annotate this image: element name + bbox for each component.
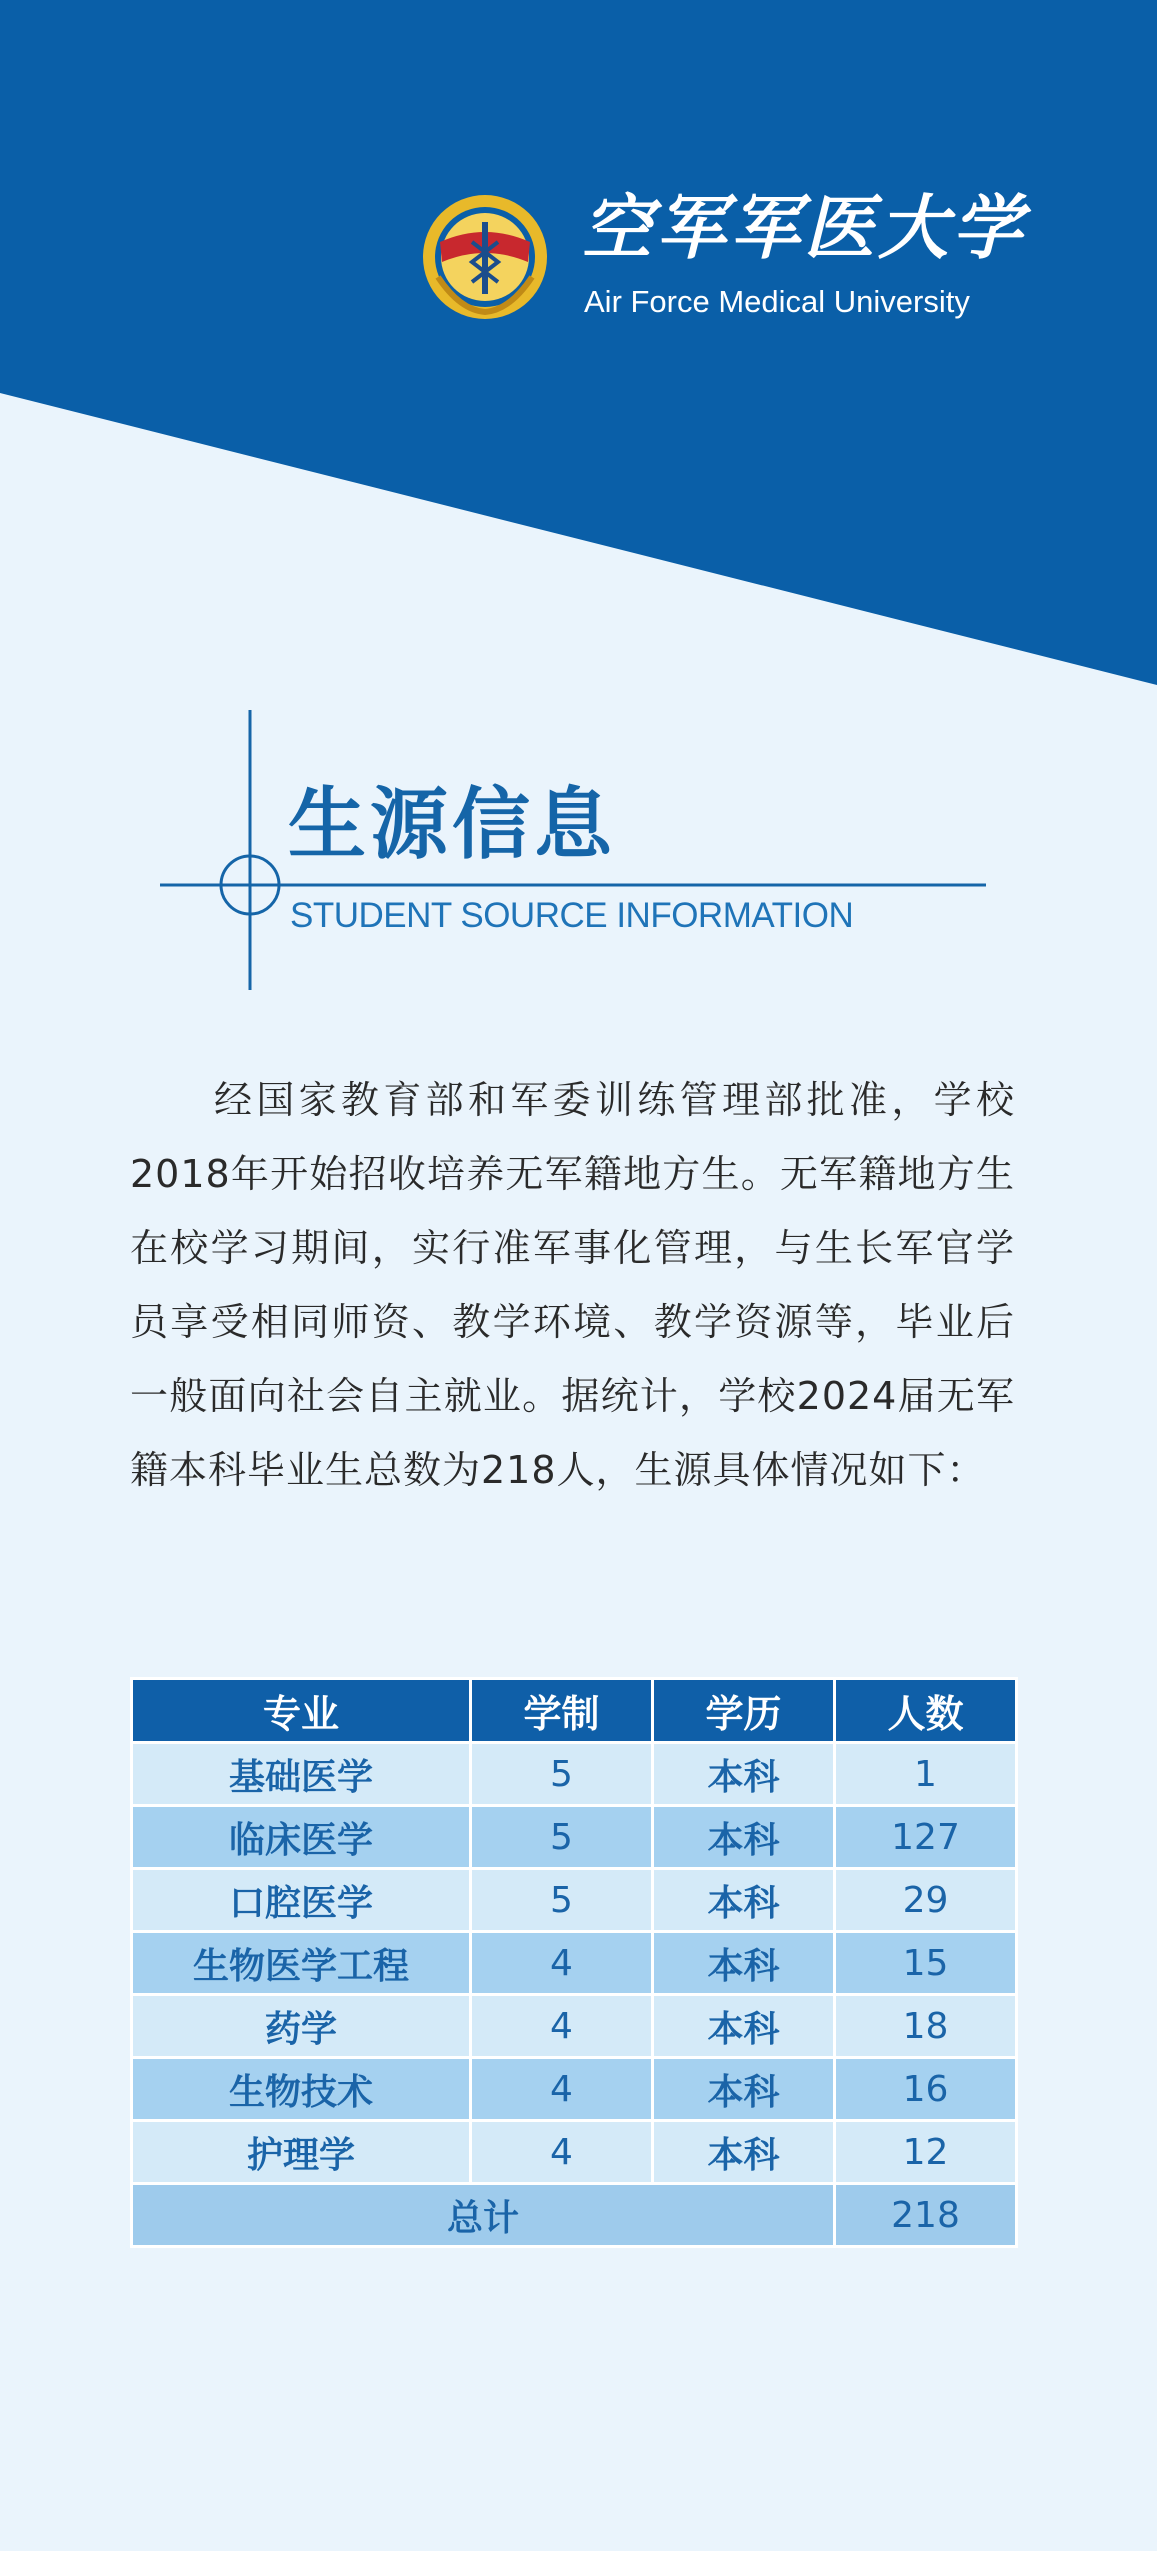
header-major: 专业 <box>132 1679 471 1743</box>
cell-degree: 本科 <box>653 1806 835 1869</box>
cell-count: 127 <box>835 1806 1017 1869</box>
table-row <box>132 1932 1017 1995</box>
total-count: 218 <box>835 2184 1017 2247</box>
cell-count: 15 <box>835 1932 1017 1995</box>
cell-degree: 本科 <box>653 2121 835 2184</box>
cell-years: 5 <box>471 1743 653 1806</box>
table-total-row <box>132 2184 1017 2247</box>
cell-years: 4 <box>471 2121 653 2184</box>
cell-major: 生物技术 <box>132 2058 471 2121</box>
cell-degree: 本科 <box>653 1869 835 1932</box>
header-count: 人数 <box>835 1679 1017 1743</box>
table-row <box>132 2058 1017 2121</box>
cell-years: 4 <box>471 2058 653 2121</box>
university-name-en: Air Force Medical University <box>584 284 970 319</box>
table-row <box>132 1869 1017 1932</box>
cell-years: 4 <box>471 1932 653 1995</box>
section-title-cn: 生源信息 <box>288 780 617 870</box>
cell-years: 5 <box>471 1806 653 1869</box>
cell-years: 5 <box>471 1869 653 1932</box>
cell-count: 29 <box>835 1869 1017 1932</box>
cell-major: 护理学 <box>132 2121 471 2184</box>
header-degree: 学历 <box>653 1679 835 1743</box>
cell-degree: 本科 <box>653 2058 835 2121</box>
cell-count: 18 <box>835 1995 1017 2058</box>
university-brand <box>420 186 1026 338</box>
section-title-en: STUDENT SOURCE INFORMATION <box>290 896 854 935</box>
cell-major: 临床医学 <box>132 1806 471 1869</box>
table-header-row <box>132 1679 1017 1743</box>
intro-paragraph: 经国家教育部和军委训练管理部批准，学校2018年开始招收培养无军籍地方生。无军籍地方生在校学习期间，实行准军事化管理，与生长军官学员享受相同师资、教学环境、教学资源等，毕业后一般面向社会自主就业。据统计，学校2024届无军籍本科毕业生总数为218人，生源具体情况如下： <box>130 1078 1015 1492</box>
university-name-cn: 空军军医大学 <box>582 186 1026 269</box>
cell-count: 1 <box>835 1743 1017 1806</box>
cell-major: 生物医学工程 <box>132 1932 471 1995</box>
student-source-table <box>130 1677 1018 2248</box>
total-label: 总计 <box>132 2184 835 2247</box>
table-row <box>132 1743 1017 1806</box>
cell-years: 4 <box>471 1995 653 2058</box>
cell-major: 基础医学 <box>132 1743 471 1806</box>
university-emblem-icon <box>420 192 550 322</box>
table-row <box>132 2121 1017 2184</box>
cell-major: 药学 <box>132 1995 471 2058</box>
table-row <box>132 1995 1017 2058</box>
header-years: 学制 <box>471 1679 653 1743</box>
cell-degree: 本科 <box>653 1743 835 1806</box>
cell-major: 口腔医学 <box>132 1869 471 1932</box>
cell-count: 16 <box>835 2058 1017 2121</box>
cell-degree: 本科 <box>653 1932 835 1995</box>
table-row <box>132 1806 1017 1869</box>
cell-count: 12 <box>835 2121 1017 2184</box>
cell-degree: 本科 <box>653 1995 835 2058</box>
